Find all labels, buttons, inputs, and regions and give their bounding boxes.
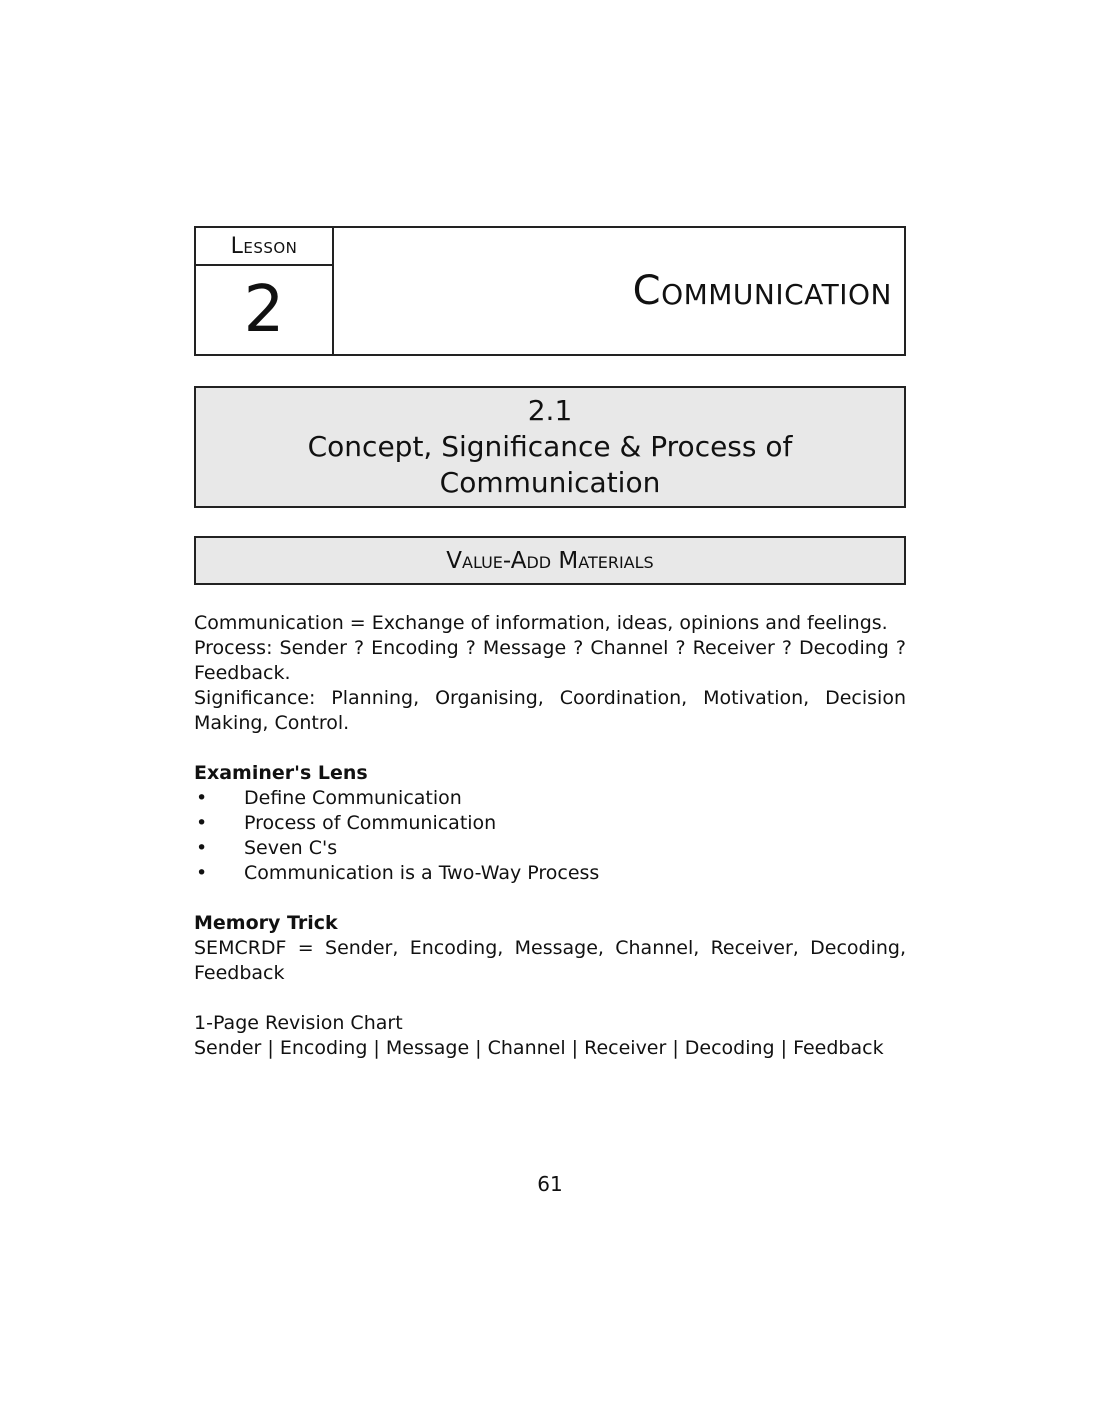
memory-trick-heading: Memory Trick	[194, 912, 338, 934]
list-item: • Define Communication	[196, 787, 462, 809]
bullet-icon: •	[196, 787, 208, 809]
list-item: • Communication is a Two-Way Process	[196, 862, 600, 884]
lesson-title: Communication	[632, 268, 892, 314]
section-header	[194, 386, 906, 508]
definition-text: Communication = Exchange of information, ideas, opinions and feelings.	[194, 612, 888, 634]
lesson-header	[194, 226, 906, 356]
section-title-line2: Communication	[439, 466, 661, 499]
bullet-icon: •	[196, 862, 208, 884]
body-text	[194, 611, 906, 1061]
lesson-badge	[196, 228, 334, 354]
examiners-lens-heading: Examiner's Lens	[194, 762, 368, 784]
section-number: 2.1	[527, 394, 573, 427]
value-add-heading-text: Value-Add Materials	[446, 547, 654, 574]
revision-chart-text: Sender | Encoding | Message | Channel | Receiver | Decoding | Feedback	[194, 1037, 884, 1059]
bullet-icon: •	[196, 837, 208, 859]
list-item: • Process of Communication	[196, 812, 497, 834]
section-title-line1: Concept, Significance & Process of	[307, 430, 793, 463]
list-item: • Seven C's	[196, 837, 338, 859]
lesson-label: Lesson	[196, 228, 332, 266]
lesson-number: 2	[243, 273, 285, 347]
revision-chart-heading: 1-Page Revision Chart	[194, 1012, 403, 1034]
examiners-lens-list	[194, 786, 906, 886]
bullet-icon: •	[196, 812, 208, 834]
page-content	[194, 226, 906, 1061]
page-number: 61	[537, 1172, 563, 1196]
memory-trick-text: SEMCRDF = Sender, Encoding, Message, Channel, Receiver, Decoding, Feedback	[194, 937, 906, 984]
process-text: Process: Sender ? Encoding ? Message ? Channel ? Receiver ? Decoding ? Feedback.	[194, 637, 906, 684]
significance-text: Significance: Planning, Organising, Coordination, Motivation, Decision Making, Control.	[194, 687, 906, 734]
value-add-heading	[194, 536, 906, 585]
